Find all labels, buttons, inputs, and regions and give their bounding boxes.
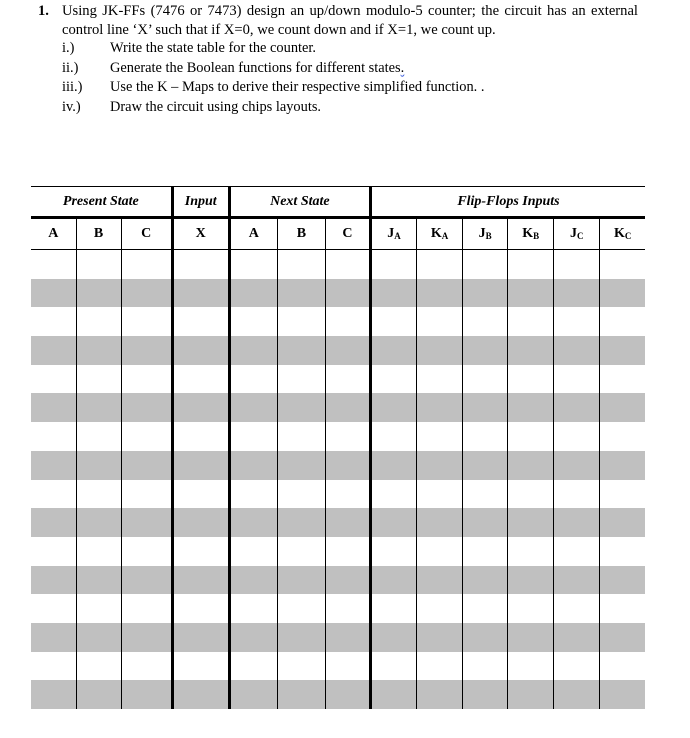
table-cell[interactable]	[600, 393, 645, 422]
column-header-label: K	[613, 226, 625, 241]
table-cell[interactable]	[172, 279, 229, 308]
column-header-label: A	[48, 226, 59, 241]
table-cell[interactable]	[121, 680, 172, 709]
table-cell[interactable]	[325, 336, 370, 365]
table-cell[interactable]	[121, 451, 172, 480]
table-cell[interactable]	[554, 307, 600, 336]
table-cell[interactable]	[508, 365, 554, 394]
table-cell[interactable]	[463, 393, 508, 422]
column-header-subscript: A	[441, 231, 449, 241]
table-row	[31, 623, 645, 652]
table-cell[interactable]	[229, 393, 277, 422]
table-cell[interactable]	[325, 422, 370, 451]
table-cell[interactable]	[229, 623, 277, 652]
table-cell[interactable]	[554, 393, 600, 422]
column-header	[172, 218, 229, 250]
table-cell[interactable]	[463, 508, 508, 537]
table-cell[interactable]	[370, 250, 416, 279]
table-cell[interactable]	[121, 566, 172, 595]
group-flip-flop-inputs: Flip-Flops Inputs	[370, 187, 645, 218]
table-cell[interactable]	[370, 623, 416, 652]
table-cell[interactable]	[325, 393, 370, 422]
table-cell[interactable]	[31, 652, 76, 681]
table-cell[interactable]	[554, 537, 600, 566]
subpart	[62, 78, 642, 98]
table-cell[interactable]	[76, 480, 121, 509]
table-cell[interactable]	[172, 680, 229, 709]
table-row	[31, 279, 645, 308]
column-header	[76, 218, 121, 250]
table-cell[interactable]	[172, 566, 229, 595]
table-cell[interactable]	[554, 422, 600, 451]
column-header-label: C	[342, 226, 353, 241]
table-cell[interactable]	[508, 307, 554, 336]
table-cell[interactable]	[508, 422, 554, 451]
table-cell[interactable]	[508, 336, 554, 365]
table-cell[interactable]	[417, 594, 463, 623]
table-cell[interactable]	[277, 336, 325, 365]
table-cell[interactable]	[121, 393, 172, 422]
table-cell[interactable]	[31, 566, 76, 595]
table-row	[31, 680, 645, 709]
table-cell[interactable]	[229, 336, 277, 365]
table-cell[interactable]	[600, 623, 645, 652]
table-cell[interactable]	[121, 652, 172, 681]
column-header	[370, 218, 416, 250]
table-cell[interactable]	[554, 594, 600, 623]
table-cell[interactable]	[600, 451, 645, 480]
table-cell[interactable]	[325, 680, 370, 709]
table-cell[interactable]	[229, 422, 277, 451]
table-cell[interactable]	[76, 365, 121, 394]
table-cell[interactable]	[121, 307, 172, 336]
table-cell[interactable]	[325, 623, 370, 652]
table-cell[interactable]	[600, 279, 645, 308]
table-cell[interactable]	[417, 623, 463, 652]
subpart-text: Use the K – Maps to derive their respective simplified function. .	[110, 79, 485, 95]
table-cell[interactable]	[417, 451, 463, 480]
table-cell[interactable]	[417, 422, 463, 451]
table-cell[interactable]	[417, 680, 463, 709]
table-cell[interactable]	[508, 680, 554, 709]
subpart-text-body: Generate the Boolean functions for different states	[110, 59, 401, 76]
table-cell[interactable]	[554, 336, 600, 365]
table-cell[interactable]	[417, 250, 463, 279]
table-cell[interactable]	[370, 537, 416, 566]
table-cell[interactable]	[229, 652, 277, 681]
table-cell[interactable]	[508, 480, 554, 509]
table-cell[interactable]	[325, 279, 370, 308]
table-cell[interactable]	[508, 451, 554, 480]
table-cell[interactable]	[229, 680, 277, 709]
table-cell[interactable]	[325, 594, 370, 623]
subpart-text: Draw the circuit using chips layouts.	[110, 98, 322, 115]
table-cell[interactable]	[417, 307, 463, 336]
table-cell[interactable]	[600, 307, 645, 336]
table-cell[interactable]	[463, 365, 508, 394]
table-row	[31, 365, 645, 394]
column-header	[277, 218, 325, 250]
table-cell[interactable]	[325, 537, 370, 566]
table-cell[interactable]	[31, 422, 76, 451]
subpart-number: iv.)	[62, 98, 81, 115]
table-cell[interactable]	[76, 566, 121, 595]
table-cell[interactable]	[370, 508, 416, 537]
table-cell[interactable]	[463, 451, 508, 480]
table-cell[interactable]	[417, 365, 463, 394]
table-cell[interactable]	[229, 451, 277, 480]
table-cell[interactable]	[277, 451, 325, 480]
table-cell[interactable]	[508, 250, 554, 279]
table-cell[interactable]	[172, 336, 229, 365]
table-cell[interactable]	[76, 537, 121, 566]
table-cell[interactable]	[76, 652, 121, 681]
table-cell[interactable]	[370, 680, 416, 709]
table-row	[31, 336, 645, 365]
table-cell[interactable]	[121, 279, 172, 308]
table-cell[interactable]	[277, 307, 325, 336]
table-cell[interactable]	[463, 566, 508, 595]
table-cell[interactable]	[370, 480, 416, 509]
table-cell[interactable]	[370, 451, 416, 480]
table-cell[interactable]	[76, 508, 121, 537]
table-cell[interactable]	[600, 537, 645, 566]
column-header-subscript: C	[624, 231, 632, 241]
table-cell[interactable]	[325, 451, 370, 480]
column-header-label: B	[296, 226, 307, 241]
table-cell[interactable]	[370, 594, 416, 623]
table-cell[interactable]	[277, 680, 325, 709]
table-cell[interactable]	[76, 594, 121, 623]
table-cell[interactable]	[76, 250, 121, 279]
table-row	[31, 594, 645, 623]
table-cell[interactable]	[277, 422, 325, 451]
table-cell[interactable]	[76, 307, 121, 336]
column-header-label: C	[141, 226, 152, 241]
table-cell[interactable]	[121, 422, 172, 451]
table-cell[interactable]	[277, 508, 325, 537]
table-cell[interactable]	[121, 336, 172, 365]
table-row	[31, 566, 645, 595]
state-table-container	[31, 186, 645, 698]
table-cell[interactable]	[172, 480, 229, 509]
table-cell[interactable]	[554, 279, 600, 308]
table-cell[interactable]	[121, 250, 172, 279]
subpart-number: ii.)	[62, 59, 79, 76]
table-cell[interactable]	[554, 480, 600, 509]
table-cell[interactable]	[600, 680, 645, 709]
table-cell[interactable]	[31, 451, 76, 480]
column-header-label: J	[478, 226, 486, 241]
question-line-1: Using JK-FFs (7476 or 7473) design an up/down modulo-5 counter; the circuit has an external	[62, 3, 638, 19]
table-cell[interactable]	[417, 652, 463, 681]
table-cell[interactable]	[463, 422, 508, 451]
table-cell[interactable]	[600, 365, 645, 394]
question-line-2: control line ‘X’ such that if X=0, we count down and if X=1, we count up.	[62, 22, 496, 38]
question-text	[62, 2, 638, 40]
table-cell[interactable]	[508, 652, 554, 681]
table-cell[interactable]	[463, 480, 508, 509]
group-next-state: Next State	[229, 187, 370, 218]
table-cell[interactable]	[121, 594, 172, 623]
question-block	[38, 2, 638, 115]
table-cell[interactable]	[277, 365, 325, 394]
table-cell[interactable]	[554, 680, 600, 709]
table-cell[interactable]	[121, 365, 172, 394]
table-cell[interactable]	[172, 451, 229, 480]
table-row	[31, 393, 645, 422]
table-cell[interactable]	[370, 652, 416, 681]
table-cell[interactable]	[31, 279, 76, 308]
table-cell[interactable]	[463, 307, 508, 336]
column-header-subscript: B	[533, 231, 540, 241]
table-cell[interactable]	[463, 594, 508, 623]
table-cell[interactable]	[325, 508, 370, 537]
table-cell[interactable]	[172, 422, 229, 451]
column-header-label: B	[93, 226, 104, 241]
subpart	[62, 39, 642, 59]
column-header	[463, 218, 508, 250]
column-header-row	[31, 218, 645, 250]
table-row	[31, 250, 645, 279]
table-cell[interactable]	[172, 537, 229, 566]
column-header	[121, 218, 172, 250]
table-row	[31, 422, 645, 451]
column-header-subscript: B	[485, 231, 492, 241]
table-cell[interactable]	[229, 566, 277, 595]
subpart-text	[110, 59, 404, 79]
table-cell[interactable]	[172, 508, 229, 537]
column-header-label: K	[522, 226, 534, 241]
table-cell[interactable]	[554, 508, 600, 537]
column-header-label: J	[387, 226, 395, 241]
table-cell[interactable]	[31, 336, 76, 365]
table-row	[31, 537, 645, 566]
table-cell[interactable]	[508, 279, 554, 308]
table-cell[interactable]	[600, 422, 645, 451]
table-cell[interactable]	[121, 508, 172, 537]
table-cell[interactable]	[277, 480, 325, 509]
table-cell[interactable]	[229, 480, 277, 509]
table-row	[31, 652, 645, 681]
table-cell[interactable]	[417, 537, 463, 566]
table-cell[interactable]	[508, 537, 554, 566]
table-cell[interactable]	[417, 279, 463, 308]
table-cell[interactable]	[554, 365, 600, 394]
table-cell[interactable]	[554, 566, 600, 595]
table-cell[interactable]	[370, 566, 416, 595]
table-cell[interactable]	[417, 566, 463, 595]
table-cell[interactable]	[508, 393, 554, 422]
subpart-number: i.)	[62, 40, 75, 56]
column-header	[600, 218, 645, 250]
table-cell[interactable]	[172, 307, 229, 336]
table-cell[interactable]	[229, 594, 277, 623]
table-cell[interactable]	[554, 250, 600, 279]
table-cell[interactable]	[31, 307, 76, 336]
table-cell[interactable]	[277, 594, 325, 623]
table-cell[interactable]	[370, 336, 416, 365]
table-cell[interactable]	[325, 652, 370, 681]
column-header-subscript: A	[394, 231, 401, 241]
table-cell[interactable]	[172, 250, 229, 279]
table-row	[31, 307, 645, 336]
group-present-state: Present State	[31, 187, 172, 218]
table-cell[interactable]	[31, 250, 76, 279]
table-cell[interactable]	[31, 365, 76, 394]
table-cell[interactable]	[508, 508, 554, 537]
subpart-text: Write the state table for the counter.	[110, 40, 317, 56]
spellcheck-squiggle: .	[400, 59, 405, 76]
table-cell[interactable]	[31, 623, 76, 652]
table-cell[interactable]	[76, 451, 121, 480]
table-cell[interactable]	[172, 393, 229, 422]
table-cell[interactable]	[277, 250, 325, 279]
column-header	[31, 218, 76, 250]
table-cell[interactable]	[76, 680, 121, 709]
column-header	[325, 218, 370, 250]
subpart	[62, 59, 642, 79]
table-cell[interactable]	[277, 652, 325, 681]
table-cell[interactable]	[463, 279, 508, 308]
column-header	[417, 218, 463, 250]
table-cell[interactable]	[277, 279, 325, 308]
table-cell[interactable]	[121, 480, 172, 509]
table-cell[interactable]	[370, 307, 416, 336]
table-cell[interactable]	[463, 336, 508, 365]
column-header-label: K	[430, 226, 442, 241]
table-cell[interactable]	[600, 566, 645, 595]
table-cell[interactable]	[508, 623, 554, 652]
table-cell[interactable]	[76, 336, 121, 365]
table-cell[interactable]	[31, 594, 76, 623]
table-cell[interactable]	[600, 480, 645, 509]
column-header-label: A	[248, 226, 259, 241]
table-cell[interactable]	[76, 422, 121, 451]
table-cell[interactable]	[370, 422, 416, 451]
question-number: 1.	[38, 3, 49, 19]
table-body	[31, 250, 645, 710]
table-cell[interactable]	[277, 623, 325, 652]
column-header	[508, 218, 554, 250]
table-cell[interactable]	[277, 537, 325, 566]
table-cell[interactable]	[417, 336, 463, 365]
table-cell[interactable]	[31, 537, 76, 566]
table-cell[interactable]	[325, 480, 370, 509]
table-cell[interactable]	[121, 623, 172, 652]
table-cell[interactable]	[76, 623, 121, 652]
column-header-label: J	[570, 226, 577, 241]
table-cell[interactable]	[172, 652, 229, 681]
table-cell[interactable]	[463, 623, 508, 652]
table-cell[interactable]	[172, 623, 229, 652]
table-cell[interactable]	[417, 508, 463, 537]
table-cell[interactable]	[76, 393, 121, 422]
table-cell[interactable]	[277, 393, 325, 422]
table-cell[interactable]	[229, 307, 277, 336]
table-cell[interactable]	[554, 652, 600, 681]
table-cell[interactable]	[172, 594, 229, 623]
table-cell[interactable]	[229, 537, 277, 566]
table-cell[interactable]	[229, 250, 277, 279]
subparts-list	[62, 39, 642, 117]
table-cell[interactable]	[554, 623, 600, 652]
table-cell[interactable]	[370, 393, 416, 422]
table-cell[interactable]	[463, 250, 508, 279]
table-cell[interactable]	[76, 279, 121, 308]
table-cell[interactable]	[31, 680, 76, 709]
table-cell[interactable]	[370, 365, 416, 394]
table-cell[interactable]	[325, 250, 370, 279]
table-cell[interactable]	[463, 680, 508, 709]
group-input: Input	[172, 187, 229, 218]
table-cell[interactable]	[31, 508, 76, 537]
table-cell[interactable]	[600, 336, 645, 365]
table-row	[31, 508, 645, 537]
column-header	[229, 218, 277, 250]
table-row	[31, 480, 645, 509]
table-cell[interactable]	[325, 566, 370, 595]
subpart	[62, 98, 642, 118]
table-cell[interactable]	[600, 250, 645, 279]
table-cell[interactable]	[370, 279, 416, 308]
table-cell[interactable]	[600, 508, 645, 537]
table-cell[interactable]	[508, 594, 554, 623]
table-cell[interactable]	[600, 594, 645, 623]
table-cell[interactable]	[417, 480, 463, 509]
column-header-label: X	[195, 226, 206, 241]
table-cell[interactable]	[508, 566, 554, 595]
column-header	[554, 218, 600, 250]
column-header-subscript: C	[577, 231, 584, 241]
table-cell[interactable]	[31, 480, 76, 509]
table-cell[interactable]	[554, 451, 600, 480]
table-cell[interactable]	[121, 537, 172, 566]
table-row	[31, 451, 645, 480]
table-cell[interactable]	[277, 566, 325, 595]
table-cell[interactable]	[229, 508, 277, 537]
table-cell[interactable]	[600, 652, 645, 681]
table-cell[interactable]	[325, 365, 370, 394]
table-cell[interactable]	[417, 393, 463, 422]
table-cell[interactable]	[229, 279, 277, 308]
table-cell[interactable]	[463, 652, 508, 681]
table-cell[interactable]	[172, 365, 229, 394]
table-cell[interactable]	[31, 393, 76, 422]
subpart-number: iii.)	[62, 79, 83, 95]
table-cell[interactable]	[463, 537, 508, 566]
state-table	[31, 186, 645, 709]
table-cell[interactable]	[325, 307, 370, 336]
table-cell[interactable]	[229, 365, 277, 394]
